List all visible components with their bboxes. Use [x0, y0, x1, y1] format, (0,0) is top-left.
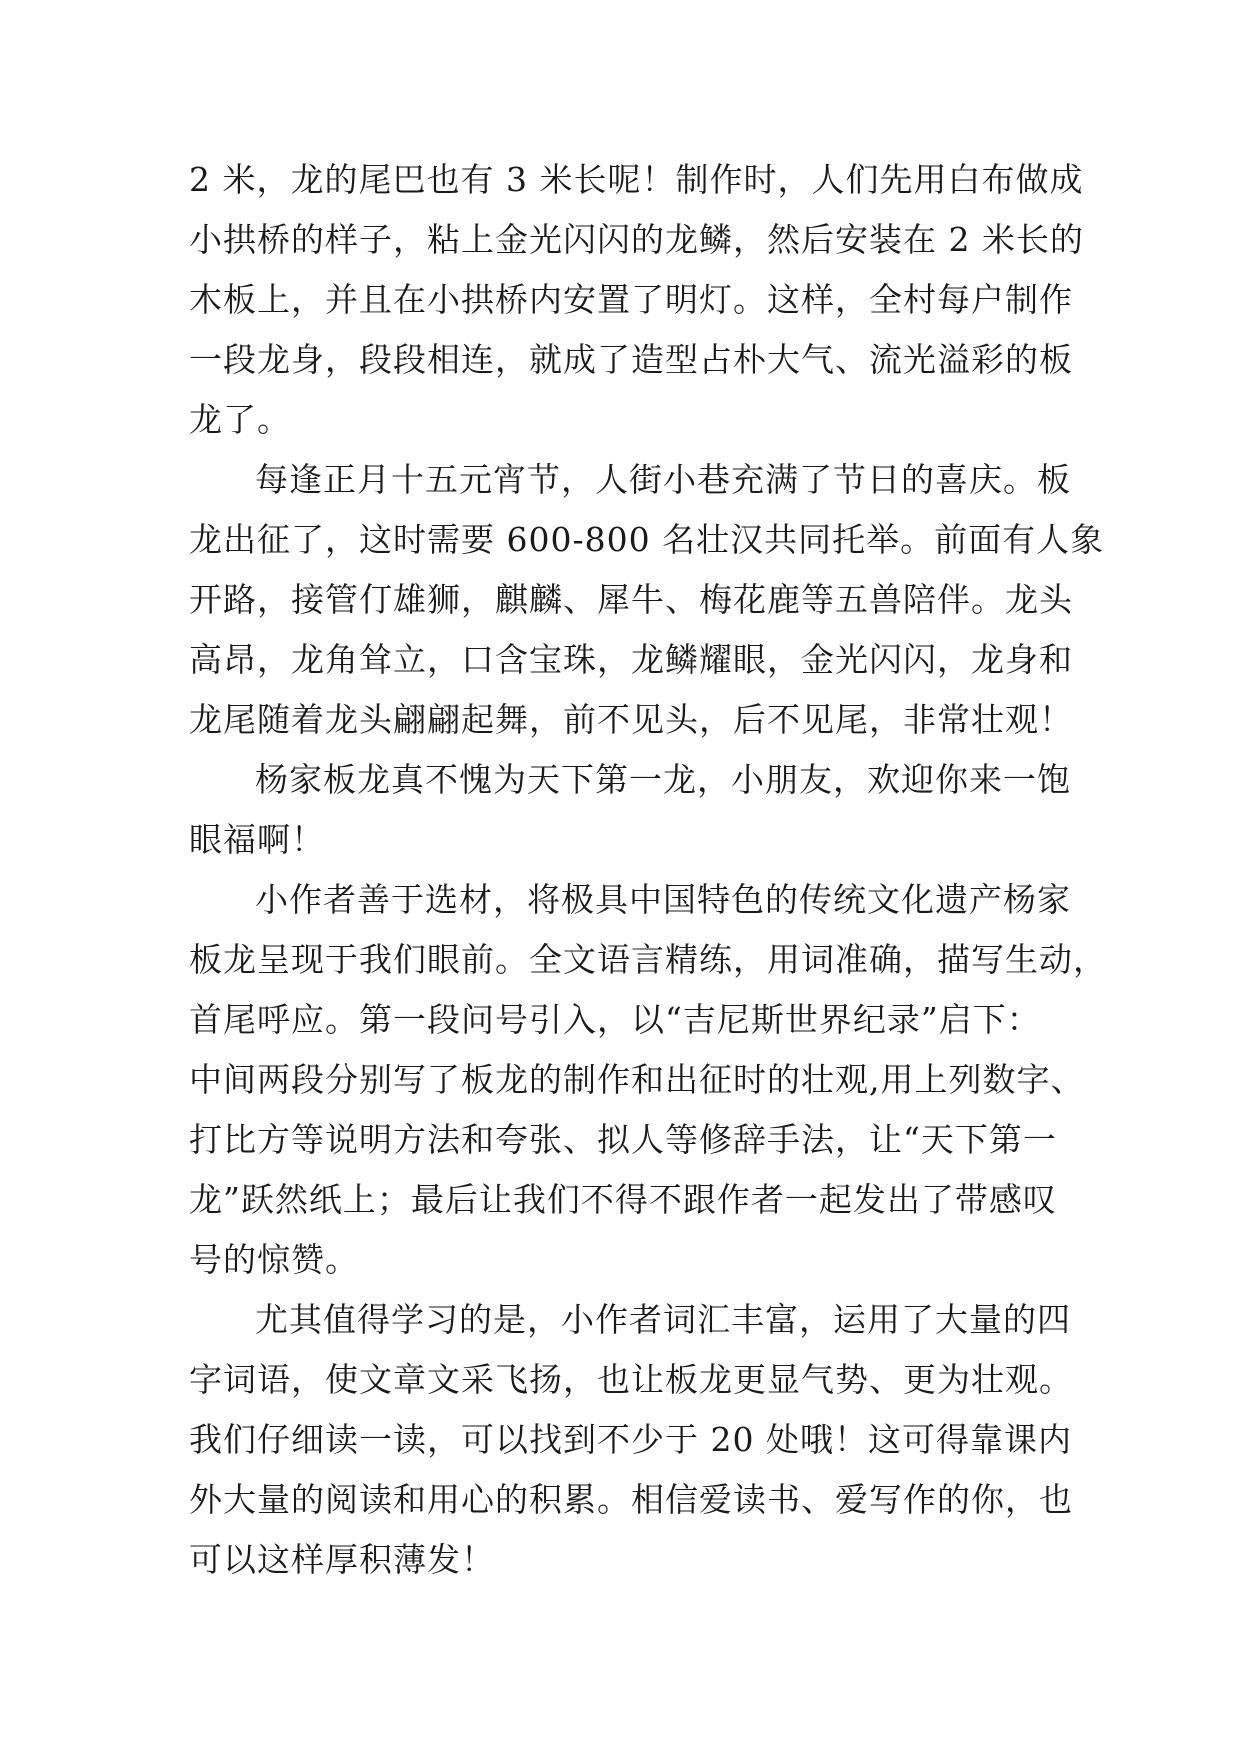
paragraph-first-line: 小作者善于选材，将极具中国特色的传统文化遗产杨家 — [255, 880, 1071, 919]
text-line: 我们仔细读一读，可以找到不少于 20 处哦！这可得靠课内 — [189, 1420, 1072, 1459]
text-line: 高昂，龙角耸立，口含宝珠，龙鳞耀眼，金光闪闪，龙身和 — [189, 640, 1073, 679]
text-line: 龙尾随着龙头翩翩起舞，前不见头，后不见尾，非常壮观！ — [189, 700, 1073, 739]
paragraph-first-line: 尤其值得学习的是，小作者词汇丰富，运用了大量的四 — [255, 1300, 1071, 1339]
text-line: 龙出征了，这时需要 600-800 名壮汉共同托举。前面有人象 — [189, 520, 1105, 559]
text-line: 字词语，使文章文采飞扬，也让板龙更显气势、更为壮观。 — [189, 1360, 1073, 1399]
text-line: 首尾呼应。第一段问号引入，以“吉尼斯世界纪录”启下： — [189, 1000, 1041, 1039]
text-line: 号的惊赞。 — [189, 1240, 359, 1279]
text-line: 一段龙身，段段相连，就成了造型占朴大气、流光溢彩的板 — [189, 340, 1073, 379]
text-line: 中间两段分别写了板龙的制作和出征时的壮观,用上列数字、 — [189, 1060, 1085, 1099]
text-line: 眼福啊！ — [189, 820, 325, 859]
text-line: 小拱桥的样子，粘上金光闪闪的龙鳞，然后安装在 2 米长的 — [189, 220, 1084, 259]
text-line: 开路，接管仃雄狮，麒麟、犀牛、梅花鹿等五兽陪伴。龙头 — [189, 580, 1073, 619]
article-body — [189, 150, 1107, 1590]
text-line: 板龙呈现于我们眼前。全文语言精练，用词准确，描写生动， — [189, 940, 1107, 979]
text-line: 2 米，龙的尾巴也有 3 米长呢！制作时，人们先用白布做成 — [189, 160, 1084, 199]
paragraph-first-line: 每逢正月十五元宵节，人街小巷充满了节日的喜庆。板 — [255, 460, 1071, 499]
paragraph-first-line: 杨家板龙真不愧为天下第一龙，小朋友，欢迎你来一饱 — [255, 760, 1071, 799]
text-line: 龙”跃然纸上；最后让我们不得不跟作者一起发出了带感叹 — [189, 1180, 1057, 1219]
text-line: 可以这样厚积薄发！ — [189, 1540, 495, 1579]
text-line: 打比方等说明方法和夸张、拟人等修辞手法，让“天下第一 — [189, 1120, 1057, 1159]
text-line: 木板上，并且在小拱桥内安置了明灯。这样，全村每户制作 — [189, 280, 1073, 319]
text-line: 外大量的阅读和用心的积累。相信爱读书、爱写作的你，也 — [189, 1480, 1073, 1519]
text-line: 龙了。 — [189, 400, 291, 439]
